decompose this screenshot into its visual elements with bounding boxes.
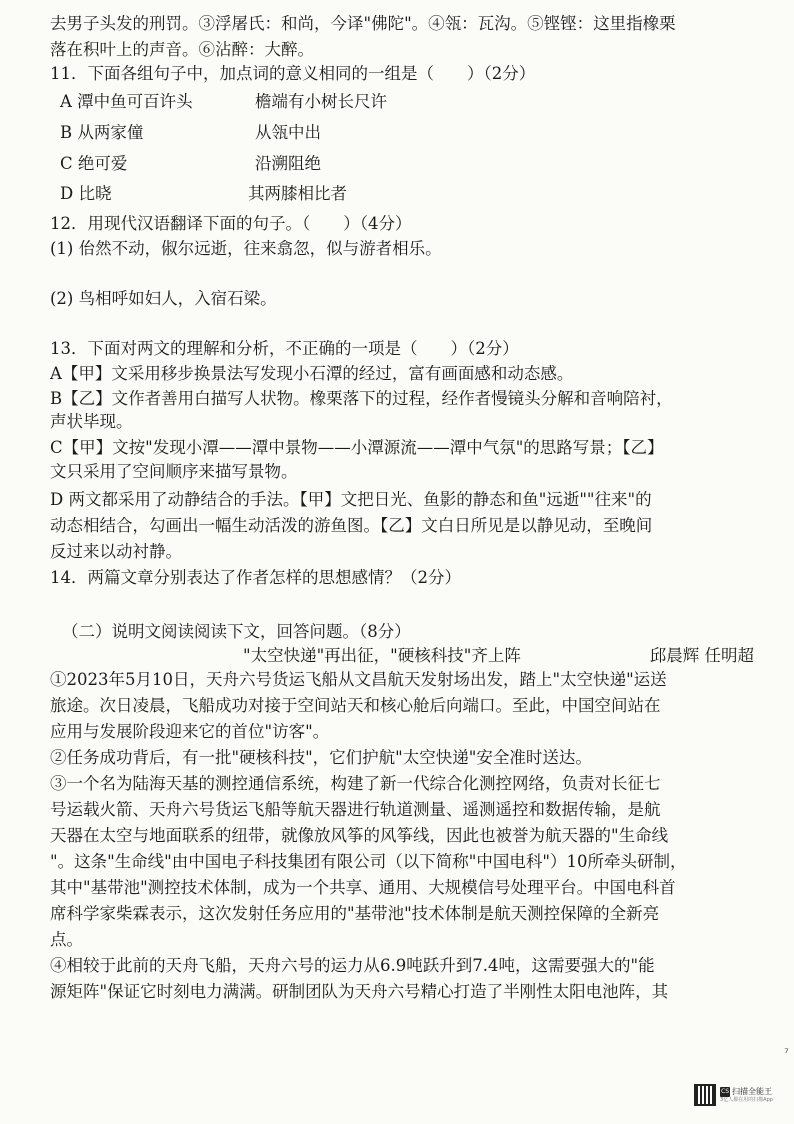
qr-code-icon	[694, 1084, 716, 1106]
q11-option-d-right: 其两膝相比者	[248, 184, 347, 203]
paragraph-4-line-1: ④相较于此前的天舟飞船，天舟六号的运力从6.9吨跃升到7.4吨，这需要强大的"能	[50, 956, 655, 975]
scanner-brand-name	[720, 1087, 773, 1097]
paragraph-3-line-1: ③一个名为陆海天基的测控通信系统，构建了新一代综合化测控网络，负责对长征七	[50, 774, 661, 793]
q13-option-b-line-1: B【乙】文作者善用白描写人状物。橡栗落下的过程，经作者慢镜头分解和音响陪衬，	[50, 389, 673, 408]
edge-mark: ⁷	[784, 1046, 789, 1060]
paragraph-2: ②任务成功背后，有一批"硬核科技"，它们护航"太空快递"安全准时送达。	[50, 748, 592, 767]
paragraph-3-line-6: 席科学家柴霖表示，这次发射任务应用的"基带池"技术体制是航天测控保障的全新亮	[50, 904, 660, 923]
question-13-stem: 13．下面对两文的理解和分析，不正确的一项是（ ）（2分）	[50, 339, 519, 358]
question-11-stem: 11．下面各组句子中，加点词的意义相同的一组是（ ）（2分）	[50, 64, 536, 83]
q12-sentence-1: (1) 佁然不动，俶尔远逝，往来翕忽，似与游者相乐。	[50, 239, 442, 258]
q11-option-c-left: C 绝可爱	[60, 154, 128, 173]
paragraph-3-line-5: 其中"基带池"测控技术体制，成为一个共享、通用、大规模信号处理平台。中国电科首	[50, 878, 676, 897]
q11-option-a-left: A 潭中鱼可百许头	[60, 92, 193, 111]
paragraph-3-line-4: "。这条"生命线"由中国电子科技集团有限公司（以下简称"中国电科"）10所牵头研制，	[50, 852, 687, 871]
q11-option-b-right: 从瓴中出	[255, 123, 321, 142]
annotation-line-2: 落在积叶上的声音。⑥沾醉：大醉。	[50, 40, 314, 59]
section-2-heading: （二）说明文阅读阅读下文，回答问题。（8分）	[62, 622, 411, 641]
q13-option-d-line-3: 反过来以动衬静。	[50, 542, 182, 561]
q11-option-d-left: D 比晓	[60, 184, 112, 203]
q13-option-d-line-1: D 两文都采用了动静结合的手法。【甲】文把日光、鱼影的静态和鱼"远逝""往来"的	[50, 490, 652, 509]
paragraph-4-line-2: 源矩阵"保证它时刻电力满满。研制团队为天舟六号精心打造了半刚性太阳电池阵，其	[50, 982, 669, 1001]
scanner-tagline: 3亿人都在用的扫描App	[720, 1096, 773, 1103]
paragraph-1-line-2: 旅途。次日凌晨，飞船成功对接于空间站天和核心舱后向端口。至此，中国空间站在	[50, 696, 661, 715]
scanner-brand-label: 扫描全能王	[732, 1086, 772, 1096]
question-12-stem: 12．用现代汉语翻译下面的句子。（ ）（4分）	[50, 214, 412, 233]
q11-option-c-right: 沿溯阻绝	[255, 154, 321, 173]
article-authors: 邱晨辉 任明超	[649, 646, 754, 665]
q13-option-c-line-2: 文只采用了空间顺序来描写景物。	[50, 462, 298, 481]
q11-option-b-left: B 从两家僮	[60, 123, 144, 142]
paragraph-1-line-3: 应用与发展阶段迎来它的首位"访客"。	[50, 722, 330, 741]
paragraph-1-line-1: ①2023年5月10日，天舟六号货运飞船从文昌航天发射场出发，踏上"太空快递"运送	[50, 670, 667, 689]
question-14-stem: 14．两篇文章分别表达了作者怎样的思想感情？（2分）	[50, 568, 461, 587]
scanner-watermark	[694, 1080, 784, 1110]
paragraph-3-line-3: 天器在太空与地面联系的纽带，就像放风筝的风筝线，因此也被誉为航天器的"生命线	[50, 826, 669, 845]
paragraph-3-line-7: 点。	[50, 930, 83, 949]
scanner-brand	[720, 1087, 773, 1104]
annotation-line-1: 去男子头发的刑罚。③浮屠氏：和尚，今译"佛陀"。④瓴：瓦沟。⑤铿铿：这里指橡栗	[50, 14, 676, 33]
q13-option-d-line-2: 动态相结合，勾画出一幅生动活泼的游鱼图。【乙】文白日所见是以静见动，至晚间	[50, 516, 653, 535]
paragraph-3-line-2: 号运载火箭、天舟六号货运飞船等航天器进行轨道测量、遥测遥控和数据传输，是航	[50, 800, 661, 819]
article-title: "太空快递"再出征，"硬核科技"齐上阵	[243, 646, 521, 665]
camscanner-logo-icon: CS	[721, 1087, 729, 1095]
q13-option-c-line-1: C【甲】文按"发现小潭——潭中景物——小潭源流——潭中气氛"的思路写景；【乙】	[50, 438, 664, 457]
q12-sentence-2: (2) 鸟相呼如妇人，入宿石梁。	[50, 289, 277, 308]
q13-option-b-line-2: 声状毕现。	[50, 412, 133, 431]
q13-option-a: A【甲】文采用移步换景法写发现小石潭的经过，富有画面感和动态感。	[50, 364, 574, 383]
q11-option-a-right: 檐端有小树长尺许	[255, 92, 387, 111]
